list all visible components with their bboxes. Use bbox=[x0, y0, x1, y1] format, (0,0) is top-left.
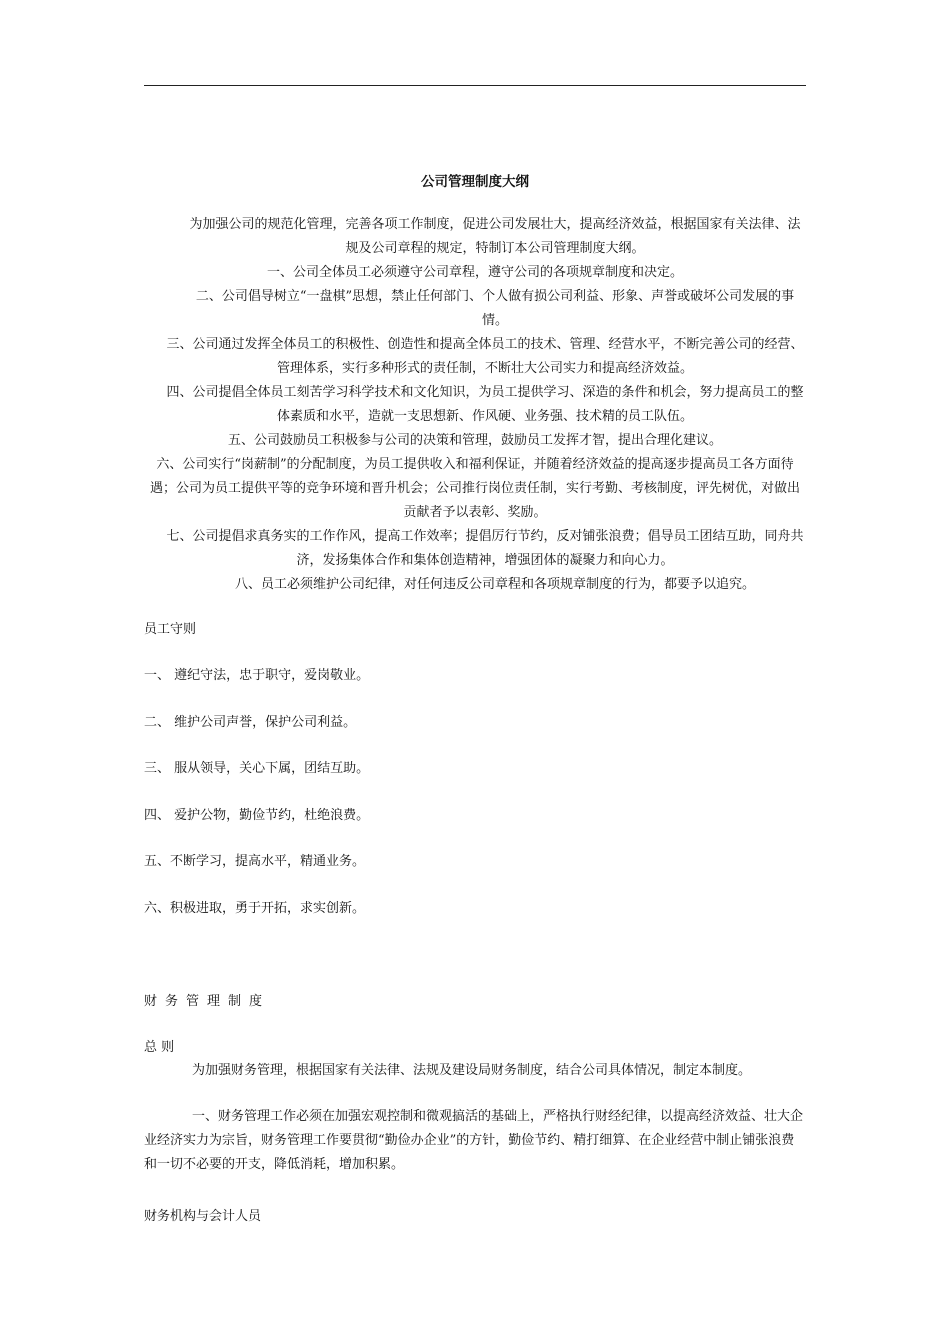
outline-item-4: 四、公司提倡全体员工刻苦学习科学技术和文化知识，为员工提供学习、深造的条件和机会，努力提高员工的整体素质和水平，造就一支思想新、作风硬、业务强、技术精的员工队伍。 bbox=[166, 385, 804, 424]
outline-item-6: 六、公司实行“岗薪制”的分配制度，为员工提供收入和福利保证，并随着经济效益的提高逐步提高员工各方面待遇；公司为员工提供平等的竞争环境和晋升机会；公司推行岗位责任制，实行考勤、考核制度，评先树优，对做出贡献者予以表彰、奖励。 bbox=[149, 457, 800, 520]
outline-item-3: 三、公司通过发挥全体员工的积极性、创造性和提高全体员工的技术、管理、经营水平，不断完善公司的经营、管理体系，实行多种形式的责任制，不断壮大公司实力和提高经济效益。 bbox=[166, 337, 804, 376]
rule-item-1: 一、 遵纪守法，忠于职守，爱岗敬业。 bbox=[144, 668, 370, 683]
finance-heading: 财务管理制度 bbox=[144, 994, 271, 1009]
rule-item-4: 四、 爱护公物，勤俭节约，杜绝浪费。 bbox=[144, 808, 370, 823]
finance-paragraph-2: 一、财务管理工作必须在加强宏观控制和微观搞活的基础上，严格执行财经纪律，以提高经济效益、壮大企业经济实力为宗旨，财务管理工作要贯彻“勤俭办企业”的方针，勤俭节约、精打细算、在企业经营中制止铺张浪费和一切不必要的开支，降低消耗，增加积累。 bbox=[144, 1109, 804, 1172]
general-heading: 总 则 bbox=[144, 1040, 175, 1055]
rule-item-2: 二、 维护公司声誉，保护公司利益。 bbox=[144, 715, 357, 730]
intro-paragraph: 为加强公司的规范化管理，完善各项工作制度，促进公司发展壮大，提高经济效益，根据国家有关法律、法规及公司章程的规定，特制订本公司管理制度大纲。 bbox=[189, 217, 801, 256]
rules-heading: 员工守则 bbox=[144, 622, 197, 637]
finance-paragraph-1: 为加强财务管理，根据国家有关法律、法规及建设局财务制度，结合公司具体情况，制定本制度。 bbox=[192, 1063, 752, 1078]
header-rule bbox=[144, 85, 806, 86]
document-title: 公司管理制度大纲 bbox=[421, 174, 529, 190]
rule-item-3: 三、 服从领导，关心下属，团结互助。 bbox=[144, 761, 370, 776]
outline-item-7: 七、公司提倡求真务实的工作作风，提高工作效率；提倡厉行节约，反对铺张浪费；倡导员工团结互助，同舟共济，发扬集体合作和集体创造精神，增强团体的凝聚力和向心力。 bbox=[166, 529, 804, 568]
outline-section bbox=[144, 213, 806, 597]
outline-item-5: 五、公司鼓励员工积极参与公司的决策和管理，鼓励员工发挥才智，提出合理化建议。 bbox=[227, 433, 722, 448]
org-heading: 财务机构与会计人员 bbox=[144, 1209, 262, 1224]
rule-item-5: 五、不断学习，提高水平，精通业务。 bbox=[144, 854, 366, 869]
outline-item-1: 一、公司全体员工必须遵守公司章程，遵守公司的各项规章制度和决定。 bbox=[266, 265, 683, 280]
outline-item-8: 八、员工必须维护公司纪律，对任何违反公司章程和各项规章制度的行为，都要予以追究。 bbox=[234, 577, 755, 592]
rule-item-6: 六、积极进取，勇于开拓，求实创新。 bbox=[144, 901, 366, 916]
outline-item-2: 二、公司倡导树立“一盘棋”思想，禁止任何部门、个人做有损公司利益、形象、声誉或破坏公司发展的事情。 bbox=[195, 289, 795, 328]
